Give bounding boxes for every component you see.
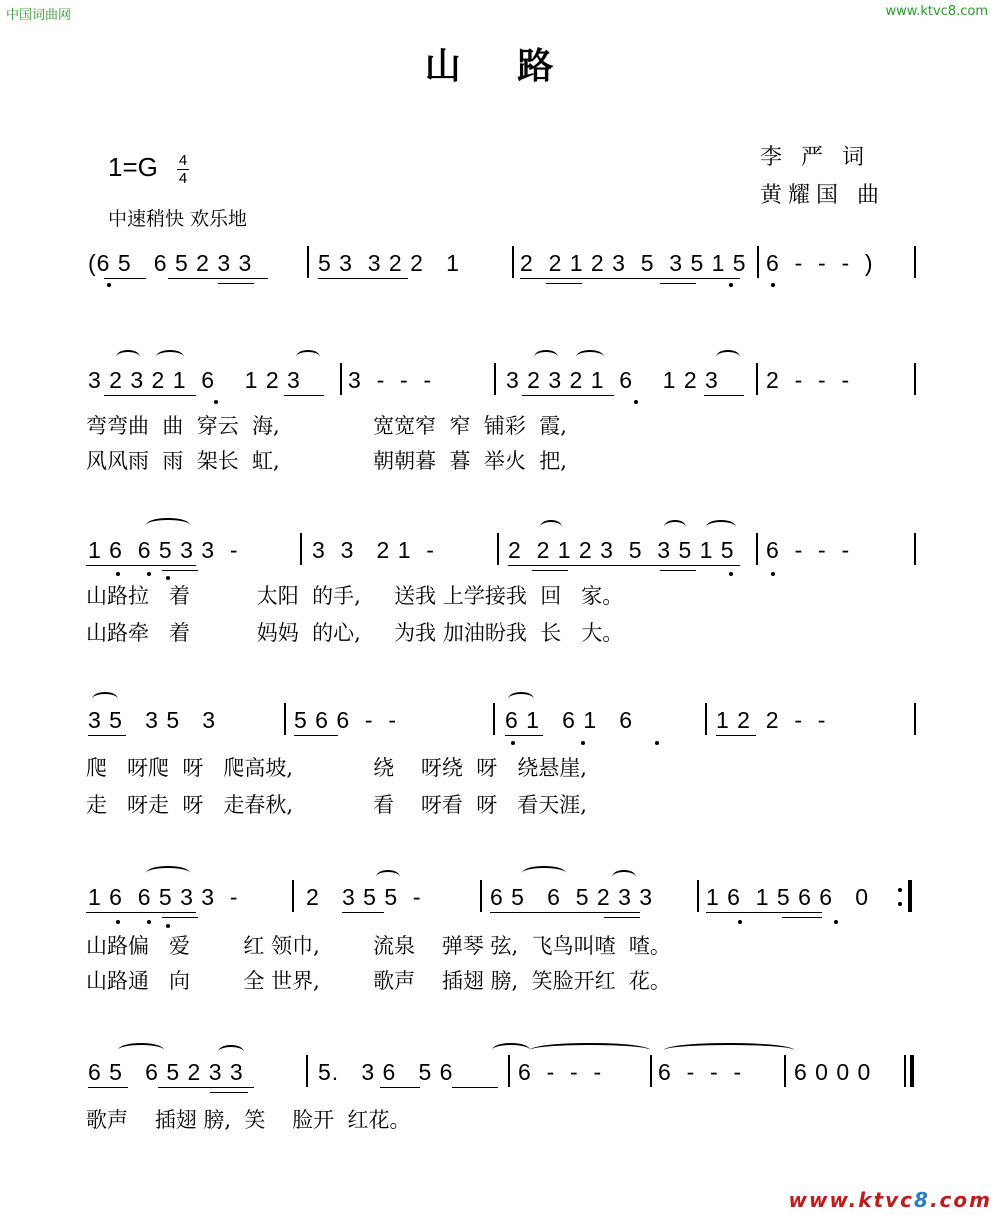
slur [664, 520, 686, 534]
underline [218, 283, 254, 284]
measure: 1 6 6 5 3 3 - [88, 537, 239, 563]
underline [706, 912, 822, 913]
low-octave-dot [214, 400, 218, 404]
underline [318, 278, 408, 279]
lyric-line: 山路偏 爱 红 领巾, 流泉 弹琴 弦, 飞鸟叫喳 喳。 [86, 934, 671, 958]
slur [706, 520, 736, 534]
underline [508, 565, 740, 566]
low-octave-dot [147, 572, 151, 576]
barline [914, 533, 916, 565]
underline [284, 395, 324, 396]
slur [716, 350, 740, 364]
measure: 3 5 3 5 3 [88, 707, 217, 733]
measure: 6 - - - [766, 537, 851, 563]
slur [146, 518, 190, 532]
underline [88, 735, 126, 736]
measure: 6 1 6 1 6 [505, 707, 634, 733]
low-octave-dot [116, 572, 120, 576]
underline [604, 917, 640, 918]
underline [716, 735, 756, 736]
measure: 5. 3 6 5 6 [318, 1059, 454, 1085]
slur [492, 1043, 530, 1057]
low-octave-dot [511, 741, 515, 745]
low-octave-dot [634, 400, 638, 404]
repeat-barline [908, 880, 912, 912]
measure: (6 5 6 5 2 3 3 [88, 250, 253, 276]
slur [146, 866, 190, 880]
measure: 3 3 2 1 - [312, 537, 435, 563]
barline [512, 246, 514, 278]
underline [86, 912, 196, 913]
low-octave-dot [581, 741, 585, 745]
measure: 6 5 6 5 2 3 3 [88, 1059, 244, 1085]
repeat-dot [898, 902, 902, 906]
low-octave-dot [834, 920, 838, 924]
underline [162, 570, 198, 571]
low-octave-dot [771, 283, 775, 287]
measure: 5 3 3 2 2 1 [318, 250, 460, 276]
barline [705, 703, 707, 735]
barline [508, 1055, 510, 1087]
measure: 1 2 2 - - [716, 707, 827, 733]
lyric-line: 歌声 插翅 膀, 笑 脸开 红花。 [86, 1108, 411, 1132]
low-octave-dot [729, 572, 733, 576]
underline [660, 570, 696, 571]
barline [480, 880, 482, 912]
lyric-line: 山路拉 着 太阳 的手, 送我 上学接我 回 家。 [86, 584, 624, 608]
logo-text-c: .com [929, 1188, 992, 1212]
barline [904, 1055, 906, 1087]
underline [546, 283, 582, 284]
slur [296, 350, 320, 364]
low-octave-dot [147, 920, 151, 924]
tie [530, 1043, 650, 1057]
measure: 2 3 5 5 - [306, 884, 422, 910]
lyric-line: 山路牵 着 妈妈 的心, 为我 加油盼我 长 大。 [86, 621, 624, 645]
site-url-right[interactable]: www.ktvc8.com [885, 4, 988, 19]
slur [522, 866, 566, 880]
barline [914, 703, 916, 735]
underline [660, 283, 696, 284]
logo-text-a: www.ktvc [788, 1188, 915, 1212]
composer-credit: 黄耀国 曲 [760, 183, 885, 208]
underline [380, 1087, 420, 1088]
barline [340, 363, 342, 395]
site-logo[interactable] [789, 1188, 992, 1212]
barline [697, 880, 699, 912]
lyric-line: 弯弯曲 曲 穿云 海, 宽宽窄 窄 铺彩 霞, [86, 414, 567, 438]
time-signature [177, 152, 189, 187]
underline [86, 565, 196, 566]
underline [168, 278, 268, 279]
underline [294, 735, 338, 736]
underline [522, 395, 614, 396]
barline [292, 880, 294, 912]
slur [116, 350, 140, 364]
tie [664, 1043, 794, 1057]
lyric-line: 风风雨 雨 架长 虹, 朝朝暮 暮 举火 把, [86, 449, 567, 473]
measure: 6 5 6 5 2 3 3 [490, 884, 654, 910]
key-signature: 1=G [108, 152, 158, 182]
lyric-line: 走 呀走 呀 走春秋, 看 呀看 呀 看天涯, [86, 793, 587, 817]
lyric-line: 山路通 向 全 世界, 歌声 插翅 膀, 笑脸开红 花。 [86, 969, 671, 993]
repeat-dot [898, 888, 902, 892]
underline [782, 917, 822, 918]
measure: 6 - - - ) [766, 250, 874, 276]
slur [118, 1043, 164, 1057]
barline [650, 1055, 652, 1087]
measure: 6 - - - [518, 1059, 603, 1085]
low-octave-dot [738, 920, 742, 924]
measure: 6 - - - [658, 1059, 743, 1085]
underline [210, 1092, 248, 1093]
slur [218, 1045, 244, 1059]
measure: 3 2 3 2 1 6 1 2 3 [88, 367, 301, 393]
measure: 1 6 1 5 6 6 0 [706, 884, 870, 910]
measure: 1 6 6 5 3 3 - [88, 884, 239, 910]
low-octave-dot [729, 283, 733, 287]
slur [92, 692, 118, 706]
low-octave-dot [116, 920, 120, 924]
measure: 2 2 1 2 3 5 3 5 1 5 [508, 537, 735, 563]
underline [342, 912, 384, 913]
barline [784, 1055, 786, 1087]
barline [494, 363, 496, 395]
underline [532, 570, 568, 571]
song-title: 山 路 [424, 45, 576, 87]
underline [520, 278, 740, 279]
underline [104, 278, 146, 279]
measure: 3 - - - [348, 367, 433, 393]
barline [757, 246, 759, 278]
underline [452, 1087, 498, 1088]
underline [88, 1087, 128, 1088]
underline [704, 395, 744, 396]
barline [497, 533, 499, 565]
barline [756, 363, 758, 395]
slur [508, 692, 534, 706]
low-octave-dot [107, 283, 111, 287]
low-octave-dot [166, 924, 170, 928]
low-octave-dot [771, 572, 775, 576]
tempo-marking: 中速稍快 欢乐地 [108, 208, 248, 230]
underline [162, 917, 198, 918]
slur [534, 350, 558, 364]
slur [156, 350, 184, 364]
final-barline [910, 1055, 914, 1087]
time-bottom: 4 [178, 170, 188, 187]
barline [284, 703, 286, 735]
underline [490, 912, 640, 913]
measure: 6 0 0 0 [794, 1059, 872, 1085]
barline [306, 1055, 308, 1087]
barline [914, 246, 916, 278]
barline [914, 363, 916, 395]
measure: 2 - - - [766, 367, 851, 393]
underline [158, 1087, 254, 1088]
slur [376, 870, 400, 884]
measure: 2 2 1 2 3 5 3 5 1 5 [520, 250, 747, 276]
lyricist-credit: 李 严 词 [760, 145, 870, 170]
underline [104, 395, 196, 396]
site-name-left[interactable]: 中国词曲网 [6, 8, 72, 23]
barline [300, 533, 302, 565]
logo-text-b: 8 [914, 1188, 930, 1212]
time-top: 4 [178, 152, 188, 169]
lyric-line: 爬 呀爬 呀 爬高坡, 绕 呀绕 呀 绕悬崖, [86, 756, 587, 780]
low-octave-dot [655, 741, 659, 745]
slur [576, 350, 604, 364]
barline [493, 703, 495, 735]
slur [540, 520, 562, 534]
barline [307, 246, 309, 278]
barline [756, 533, 758, 565]
underline [505, 735, 543, 736]
slur [612, 870, 636, 884]
measure: 3 2 3 2 1 6 1 2 3 [506, 367, 719, 393]
measure: 5 6 6 - - [294, 707, 398, 733]
